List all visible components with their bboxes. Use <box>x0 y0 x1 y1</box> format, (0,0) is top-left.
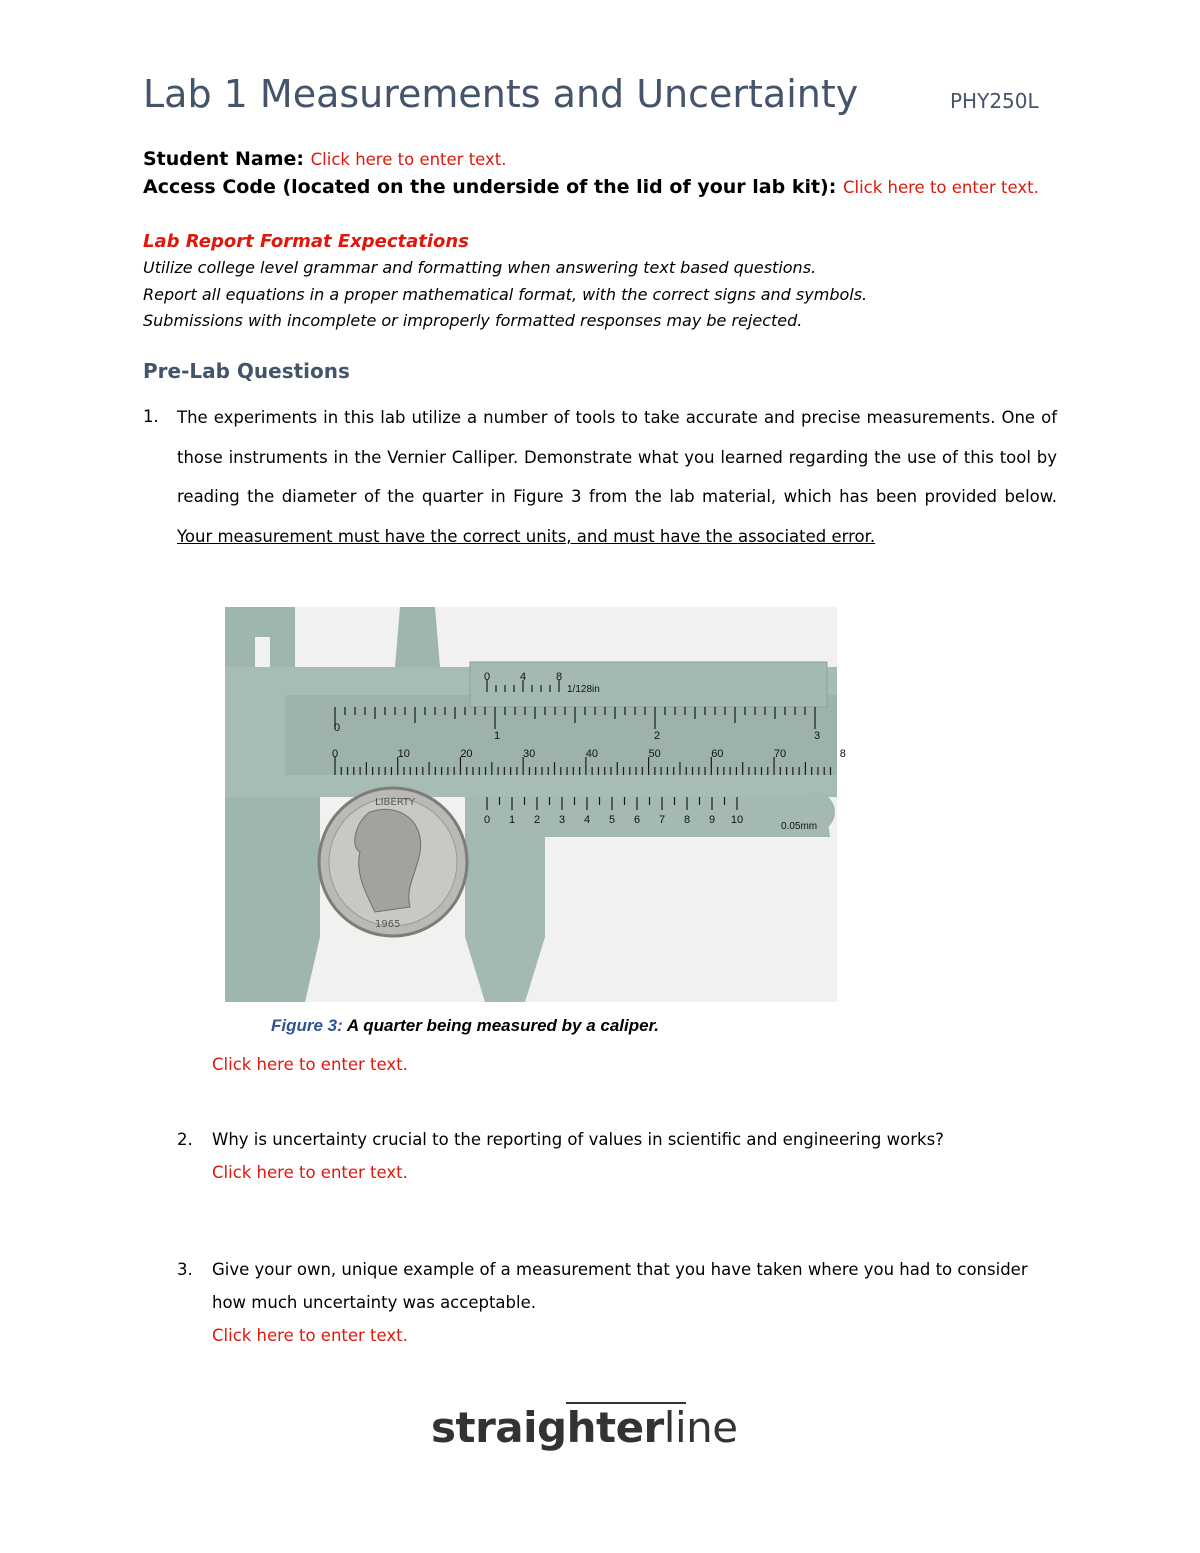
question-3-answer-field[interactable]: Click here to enter text. <box>212 1326 408 1345</box>
figure-caption <box>271 1016 659 1036</box>
mm-label: 10 <box>397 748 410 760</box>
format-line: Submissions with incomplete or improperly formatted responses may be rejected. <box>143 311 803 330</box>
vernier-top-label: 4 <box>519 671 527 683</box>
question-1-emphasis: Your measurement must have the correct units, and must have the associated error. <box>177 526 876 546</box>
student-name-row <box>143 148 507 170</box>
student-name-label: Student Name: <box>143 148 305 170</box>
prelab-heading: Pre-Lab Questions <box>143 359 350 383</box>
upper-jaw-sliding <box>395 607 440 667</box>
question-1-body: The experiments in this lab utilize a number of tools to take accurate and precise measurements. One of those instruments in the Vernier Calliper. Demonstrate what you learned regarding the use of this tool by reading the diameter of the quarter in Figure 3 from the lab material, which has been provided below. <box>177 408 1057 506</box>
mm-label: 40 <box>585 748 599 760</box>
vernier-bottom-label: 0 <box>483 814 491 826</box>
access-code-field[interactable]: Click here to enter text. <box>842 178 1039 197</box>
logo-text-bold: straighter <box>431 1403 664 1452</box>
coin-year: 1965 <box>375 919 401 930</box>
vernier-top-unit: 1/128in <box>567 684 600 695</box>
vernier-bottom-label: 5 <box>608 814 616 826</box>
question-2-text: Why is uncertainty crucial to the reporting of values in scientific and engineering works? <box>212 1130 944 1149</box>
logo-text-light: line <box>663 1403 738 1452</box>
caliper-figure <box>225 607 846 1002</box>
course-code: PHY250L <box>950 89 1039 113</box>
vernier-bottom-label: 10 <box>730 814 744 826</box>
figure-caption-text: A quarter being measured by a caliper. <box>346 1016 659 1035</box>
vernier-bottom-label: 2 <box>533 814 541 826</box>
vernier-bottom-label: 1 <box>508 814 516 826</box>
question-1-answer-field[interactable]: Click here to enter text. <box>212 1055 408 1074</box>
vernier-top-label: 8 <box>555 671 563 683</box>
mm-label: 70 <box>773 748 787 760</box>
straighterline-logo <box>431 1403 738 1452</box>
vernier-top-label: 0 <box>483 671 491 683</box>
mm-label: 0 <box>331 748 339 760</box>
coin-top-text: LIBERTY <box>375 797 416 808</box>
access-code-label: Access Code (located on the underside of the lid of your lab kit): <box>143 176 837 198</box>
format-expectations-title: Lab Report Format Expectations <box>143 231 469 252</box>
figure-caption-label: Figure 3: <box>271 1016 343 1035</box>
student-name-field[interactable]: Click here to enter text. <box>310 150 507 169</box>
lower-jaw-fixed <box>225 797 320 1002</box>
question-3-text: Give your own, unique example of a measurement that you have taken where you had to consider how much uncertainty was acceptable. <box>212 1260 1028 1312</box>
inch-label: 2 <box>653 730 661 742</box>
mm-label: 30 <box>523 748 536 760</box>
question-2-answer-field[interactable]: Click here to enter text. <box>212 1163 408 1182</box>
mm-label: 50 <box>648 748 661 760</box>
mm-label: 60 <box>711 748 724 760</box>
inch-label: 3 <box>813 730 821 742</box>
page-title: Lab 1 Measurements and Uncertainty <box>143 72 859 116</box>
vernier-bottom-label: 9 <box>708 814 716 826</box>
vernier-bottom-label: 4 <box>583 814 591 826</box>
vernier-bottom-label: 7 <box>658 814 666 826</box>
inch-label: 0 <box>333 722 341 734</box>
access-code-row <box>143 176 1039 198</box>
vernier-bottom-label: 8 <box>683 814 691 826</box>
question-number: 3. <box>177 1260 193 1279</box>
format-line: Report all equations in a proper mathematical format, with the correct signs and symbols. <box>143 285 868 304</box>
vernier-bottom-label: 6 <box>633 814 641 826</box>
vernier-bottom-label: 3 <box>558 814 566 826</box>
question-1-text <box>177 398 1057 556</box>
mm-label: 20 <box>460 748 473 760</box>
format-line: Utilize college level grammar and formatting when answering text based questions. <box>143 258 817 277</box>
question-number: 1. <box>143 407 159 426</box>
question-number: 2. <box>177 1130 193 1149</box>
vernier-bottom-unit: 0.05mm <box>781 821 818 832</box>
inch-label: 1 <box>493 730 501 742</box>
mm-label: 8 <box>839 748 846 760</box>
